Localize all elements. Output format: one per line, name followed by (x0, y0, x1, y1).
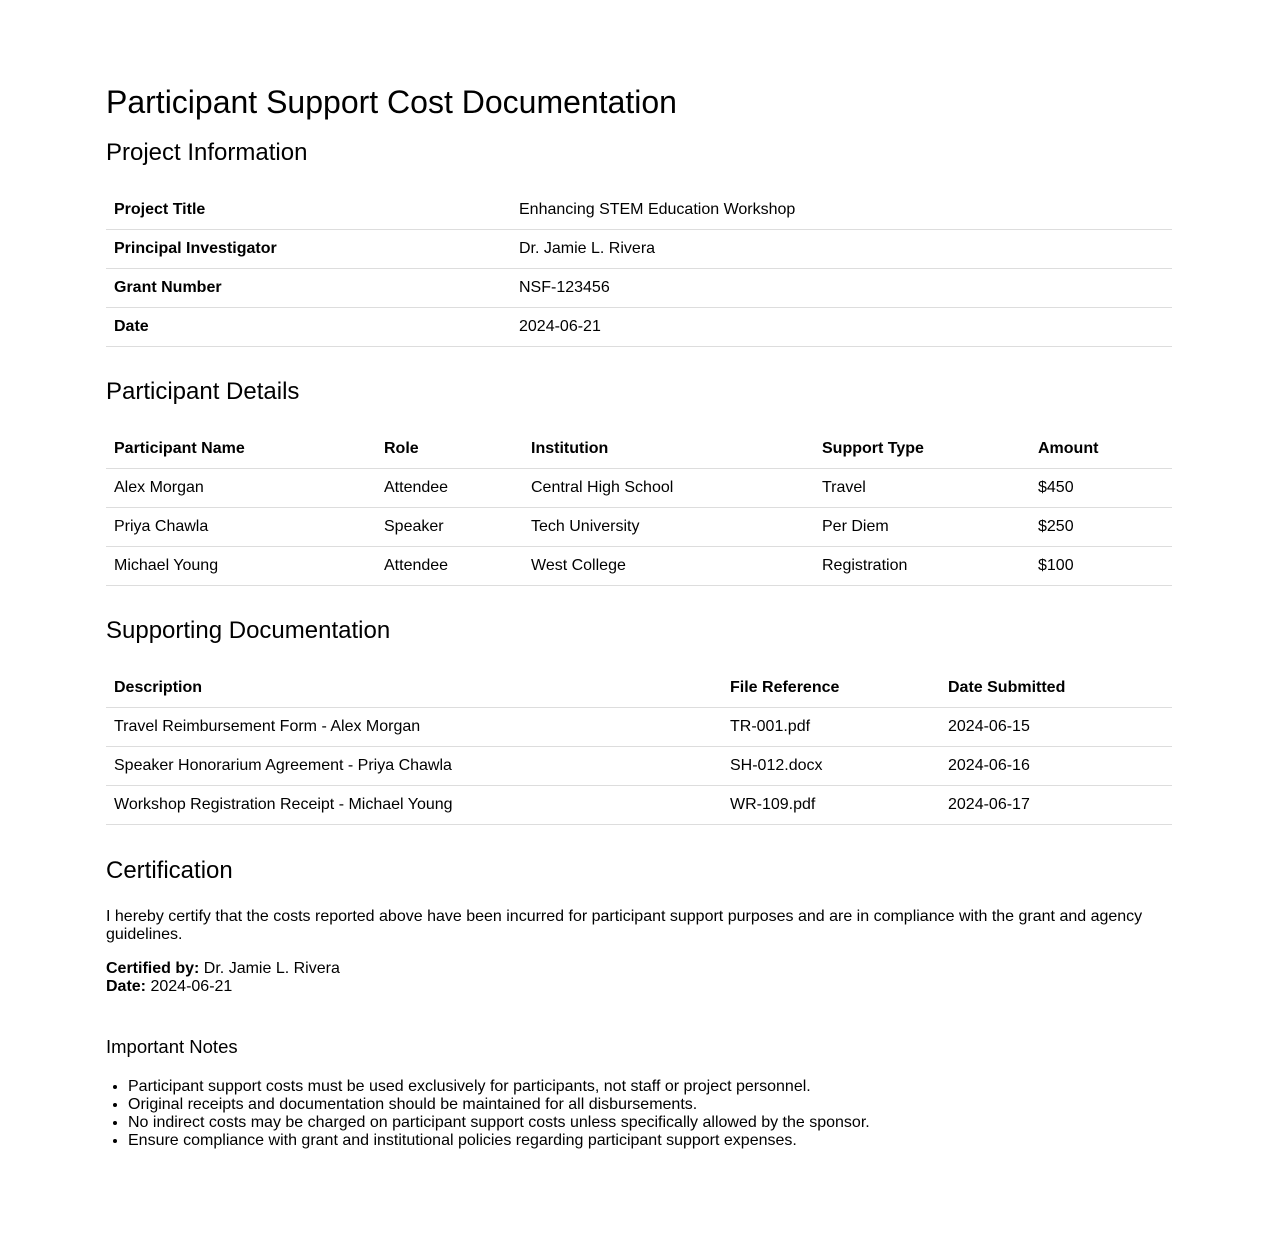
table-row (106, 547, 1172, 586)
project-title-value: Enhancing STEM Education Workshop (511, 191, 1172, 230)
list-item: • Participant support costs must be used exclusively for participants, not staff or project personnel. (128, 1078, 1172, 1096)
amount-cell: $100 (1030, 547, 1172, 586)
description-cell: Speaker Honorarium Agreement - Priya Chawla (106, 747, 722, 786)
participant-details-heading: Participant Details (106, 378, 300, 405)
important-notes-heading: Important Notes (106, 1036, 238, 1057)
column-header: Description (106, 669, 722, 708)
important-notes-list (106, 1078, 1172, 1150)
institution-cell: Central High School (523, 469, 814, 508)
amount-cell: $450 (1030, 469, 1172, 508)
file-reference-cell: SH-012.docx (722, 747, 940, 786)
column-header: Role (376, 430, 523, 469)
principal-investigator-value: Dr. Jamie L. Rivera (511, 230, 1172, 269)
table-row (106, 308, 1172, 347)
table-header-row (106, 430, 1172, 469)
participant-name-cell: Alex Morgan (106, 469, 376, 508)
date-label: Date (106, 308, 511, 347)
table-row (106, 708, 1172, 747)
support-type-cell: Per Diem (814, 508, 1030, 547)
table-header-row (106, 669, 1172, 708)
table-row (106, 269, 1172, 308)
column-header: Participant Name (106, 430, 376, 469)
role-cell: Attendee (376, 547, 523, 586)
table-row (106, 508, 1172, 547)
project-title-label: Project Title (106, 191, 511, 230)
column-header: Support Type (814, 430, 1030, 469)
certification-date-value: 2024-06-21 (150, 978, 233, 995)
date-submitted-cell: 2024-06-17 (940, 786, 1172, 825)
project-info-heading: Project Information (106, 139, 308, 166)
list-item: • Original receipts and documentation should be maintained for all disbursements. (128, 1096, 1172, 1114)
grant-number-value: NSF-123456 (511, 269, 1172, 308)
institution-cell: Tech University (523, 508, 814, 547)
certified-by-value: Dr. Jamie L. Rivera (203, 960, 340, 977)
project-info-table (106, 191, 1172, 347)
participant-details-table (106, 430, 1172, 586)
certification-date-label: Date: (106, 978, 147, 995)
description-cell: Workshop Registration Receipt - Michael Young (106, 786, 722, 825)
column-header: Date Submitted (940, 669, 1172, 708)
description-cell: Travel Reimbursement Form - Alex Morgan (106, 708, 722, 747)
certification-heading: Certification (106, 857, 233, 884)
column-header: File Reference (722, 669, 940, 708)
grant-number-label: Grant Number (106, 269, 511, 308)
support-type-cell: Registration (814, 547, 1030, 586)
file-reference-cell: WR-109.pdf (722, 786, 940, 825)
participant-name-cell: Michael Young (106, 547, 376, 586)
table-row (106, 786, 1172, 825)
institution-cell: West College (523, 547, 814, 586)
amount-cell: $250 (1030, 508, 1172, 547)
column-header: Amount (1030, 430, 1172, 469)
role-cell: Attendee (376, 469, 523, 508)
date-submitted-cell: 2024-06-16 (940, 747, 1172, 786)
date-value: 2024-06-21 (511, 308, 1172, 347)
list-item: • No indirect costs may be charged on participant support costs unless specifically allowed by the sponsor. (128, 1114, 1172, 1132)
page-title: Participant Support Cost Documentation (106, 84, 677, 120)
participant-name-cell: Priya Chawla (106, 508, 376, 547)
date-submitted-cell: 2024-06-15 (940, 708, 1172, 747)
support-type-cell: Travel (814, 469, 1030, 508)
certified-by-label: Certified by: (106, 960, 200, 977)
role-cell: Speaker (376, 508, 523, 547)
certification-statement: I hereby certify that the costs reported above have been incurred for participant support purposes and are in compliance with the grant and agency guidelines. (106, 908, 1143, 943)
file-reference-cell: TR-001.pdf (722, 708, 940, 747)
table-row (106, 230, 1172, 269)
column-header: Institution (523, 430, 814, 469)
supporting-documentation-heading: Supporting Documentation (106, 617, 391, 644)
table-row (106, 469, 1172, 508)
list-item: • Ensure compliance with grant and institutional policies regarding participant support expenses. (128, 1132, 1172, 1150)
certification-signature (106, 960, 1172, 996)
supporting-documentation-table (106, 669, 1172, 825)
principal-investigator-label: Principal Investigator (106, 230, 511, 269)
table-row (106, 191, 1172, 230)
table-row (106, 747, 1172, 786)
